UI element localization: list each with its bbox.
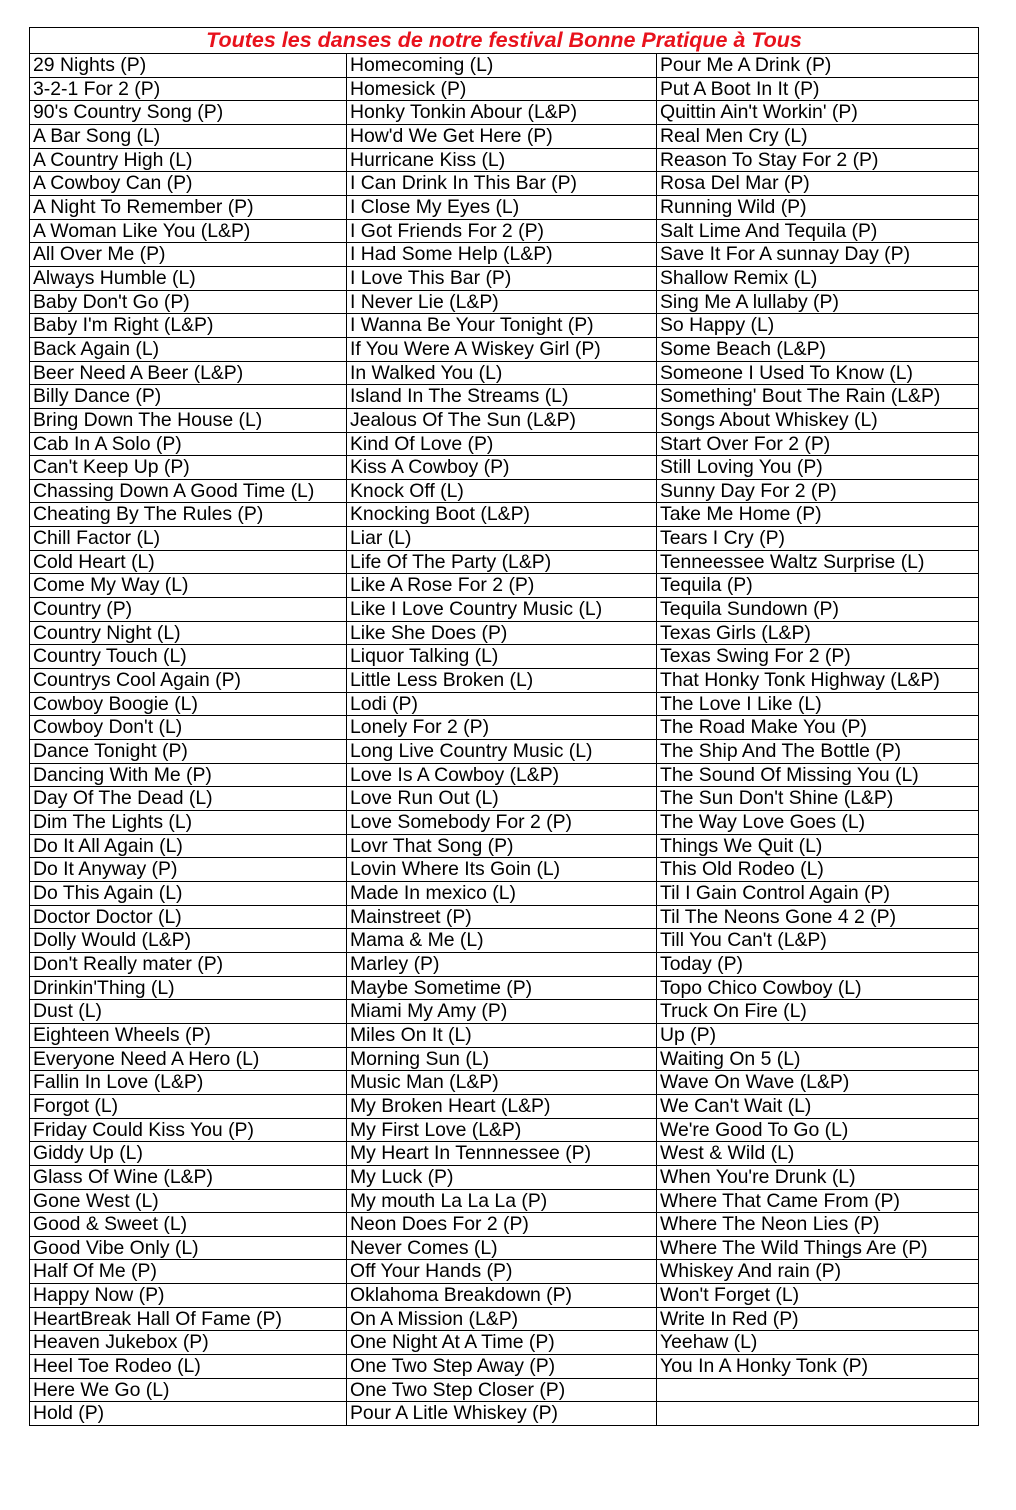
table-row	[30, 408, 979, 432]
dance-cell: Won't Forget (L)	[657, 1284, 979, 1308]
dance-cell: Do This Again (L)	[30, 881, 347, 905]
dance-cell: Where The Neon Lies (P)	[657, 1213, 979, 1237]
dance-cell: Dim The Lights (L)	[30, 811, 347, 835]
table-row	[30, 952, 979, 976]
dance-cell: Never Comes (L)	[347, 1236, 657, 1260]
dance-cell: Sing Me A lullaby (P)	[657, 290, 979, 314]
dance-cell: Can't Keep Up (P)	[30, 456, 347, 480]
table-row	[30, 692, 979, 716]
dance-cell: Neon Does For 2 (P)	[347, 1213, 657, 1237]
dance-cell: A Bar Song (L)	[30, 124, 347, 148]
dance-cell: Little Less Broken (L)	[347, 669, 657, 693]
dance-cell: Baby I'm Right (L&P)	[30, 314, 347, 338]
dance-cell: Someone I Used To Know (L)	[657, 361, 979, 385]
dance-cell: 3-2-1 For 2 (P)	[30, 77, 347, 101]
dance-cell: All Over Me (P)	[30, 243, 347, 267]
dance-cell: Lovr That Song (P)	[347, 834, 657, 858]
table-row	[30, 1094, 979, 1118]
dance-cell: Baby Don't Go (P)	[30, 290, 347, 314]
dance-cell: Chill Factor (L)	[30, 527, 347, 551]
dance-cell: Bring Down The House (L)	[30, 408, 347, 432]
dance-cell: One Two Step Closer (P)	[347, 1378, 657, 1402]
dance-cell: Heaven Jukebox (P)	[30, 1331, 347, 1355]
dance-cell: Love Is A Cowboy (L&P)	[347, 763, 657, 787]
dance-cell: Put A Boot In It (P)	[657, 77, 979, 101]
table-row	[30, 1142, 979, 1166]
dance-cell: My Luck (P)	[347, 1165, 657, 1189]
dance-cell: Whiskey And rain (P)	[657, 1260, 979, 1284]
dance-cell: Rosa Del Mar (P)	[657, 172, 979, 196]
dance-cell: A Country High (L)	[30, 148, 347, 172]
dance-cell: The Sound Of Missing You (L)	[657, 763, 979, 787]
table-row	[30, 243, 979, 267]
dance-cell: You In A Honky Tonk (P)	[657, 1355, 979, 1379]
dance-cell: Miami My Amy (P)	[347, 1000, 657, 1024]
dance-cell: Half Of Me (P)	[30, 1260, 347, 1284]
dance-cell: Here We Go (L)	[30, 1378, 347, 1402]
dance-cell: When You're Drunk (L)	[657, 1165, 979, 1189]
dance-cell: Wave On Wave (L&P)	[657, 1071, 979, 1095]
dance-cell: Lovin Where Its Goin (L)	[347, 858, 657, 882]
dance-cell: Day Of The Dead (L)	[30, 787, 347, 811]
dance-cell: Dust (L)	[30, 1000, 347, 1024]
dance-cell: Doctor Doctor (L)	[30, 905, 347, 929]
dance-cell: HeartBreak Hall Of Fame (P)	[30, 1307, 347, 1331]
dance-cell: Heel Toe Rodeo (L)	[30, 1355, 347, 1379]
dance-cell: Glass Of Wine (L&P)	[30, 1165, 347, 1189]
table-row	[30, 550, 979, 574]
dance-cell: Gone West (L)	[30, 1189, 347, 1213]
dance-cell: I Had Some Help (L&P)	[347, 243, 657, 267]
dance-cell: Morning Sun (L)	[347, 1047, 657, 1071]
dance-cell: Country Touch (L)	[30, 645, 347, 669]
dance-cell: Country (P)	[30, 598, 347, 622]
dance-cell: Eighteen Wheels (P)	[30, 1023, 347, 1047]
dance-cell: Shallow Remix (L)	[657, 266, 979, 290]
dance-cell: Write In Red (P)	[657, 1307, 979, 1331]
table-row	[30, 1189, 979, 1213]
dance-cell: Still Loving You (P)	[657, 456, 979, 480]
table-row	[30, 763, 979, 787]
table-row	[30, 1236, 979, 1260]
dance-cell: Waiting On 5 (L)	[657, 1047, 979, 1071]
dance-cell: Fallin In Love (L&P)	[30, 1071, 347, 1095]
table-row	[30, 314, 979, 338]
dance-cell: Songs About Whiskey (L)	[657, 408, 979, 432]
dance-cell: Tenneessee Waltz Surprise (L)	[657, 550, 979, 574]
table-row	[30, 740, 979, 764]
dance-cell	[657, 1402, 979, 1426]
dance-cell: Country Night (L)	[30, 621, 347, 645]
table-row	[30, 1355, 979, 1379]
dance-cell: Running Wild (P)	[657, 195, 979, 219]
table-row	[30, 456, 979, 480]
dance-cell: Pour A Litle Whiskey (P)	[347, 1402, 657, 1426]
dance-cell: Lodi (P)	[347, 692, 657, 716]
dance-cell: Liar (L)	[347, 527, 657, 551]
table-row	[30, 881, 979, 905]
table-row	[30, 479, 979, 503]
dance-cell: Kind Of Love (P)	[347, 432, 657, 456]
dance-cell: I Never Lie (L&P)	[347, 290, 657, 314]
dance-cell: Love Somebody For 2 (P)	[347, 811, 657, 835]
dance-cell: Till You Can't (L&P)	[657, 929, 979, 953]
dance-cell: Don't Really mater (P)	[30, 952, 347, 976]
table-row	[30, 598, 979, 622]
dance-cell: Mainstreet (P)	[347, 905, 657, 929]
dance-cell: Giddy Up (L)	[30, 1142, 347, 1166]
table-row	[30, 1331, 979, 1355]
dance-cell: Cheating By The Rules (P)	[30, 503, 347, 527]
dance-cell: Countrys Cool Again (P)	[30, 669, 347, 693]
table-row	[30, 1023, 979, 1047]
table-row	[30, 1165, 979, 1189]
dance-cell: Long Live Country Music (L)	[347, 740, 657, 764]
dance-cell: The Road Make You (P)	[657, 716, 979, 740]
dance-cell: Truck On Fire (L)	[657, 1000, 979, 1024]
dance-cell: One Night At A Time (P)	[347, 1331, 657, 1355]
dance-cell: Where The Wild Things Are (P)	[657, 1236, 979, 1260]
dance-cell: Do It All Again (L)	[30, 834, 347, 858]
dance-cell: Tequila Sundown (P)	[657, 598, 979, 622]
dance-cell: Back Again (L)	[30, 337, 347, 361]
table-row	[30, 195, 979, 219]
table-row	[30, 54, 979, 78]
dance-cell: Like A Rose For 2 (P)	[347, 574, 657, 598]
table-row	[30, 669, 979, 693]
dance-cell: I Close My Eyes (L)	[347, 195, 657, 219]
dance-cell: I Wanna Be Your Tonight (P)	[347, 314, 657, 338]
table-row	[30, 124, 979, 148]
dance-cell: I Got Friends For 2 (P)	[347, 219, 657, 243]
dance-cell: Like She Does (P)	[347, 621, 657, 645]
dance-list-table	[29, 27, 979, 1426]
dance-cell: We're Good To Go (L)	[657, 1118, 979, 1142]
dance-cell: Something' Bout The Rain (L&P)	[657, 385, 979, 409]
dance-cell: Sunny Day For 2 (P)	[657, 479, 979, 503]
table-row	[30, 574, 979, 598]
dance-cell: Drinkin'Thing (L)	[30, 976, 347, 1000]
dance-cell: Everyone Need A Hero (L)	[30, 1047, 347, 1071]
table-row	[30, 1378, 979, 1402]
dance-cell: Things We Quit (L)	[657, 834, 979, 858]
table-row	[30, 219, 979, 243]
dance-rows	[30, 54, 979, 1426]
dance-cell: Chassing Down A Good Time (L)	[30, 479, 347, 503]
dance-cell: Kiss A Cowboy (P)	[347, 456, 657, 480]
dance-cell: That Honky Tonk Highway (L&P)	[657, 669, 979, 693]
dance-cell: A Woman Like You (L&P)	[30, 219, 347, 243]
dance-cell: West & Wild (L)	[657, 1142, 979, 1166]
dance-cell: Forgot (L)	[30, 1094, 347, 1118]
dance-cell: Topo Chico Cowboy (L)	[657, 976, 979, 1000]
dance-cell: Dancing With Me (P)	[30, 763, 347, 787]
dance-cell: Love Run Out (L)	[347, 787, 657, 811]
dance-cell: Always Humble (L)	[30, 266, 347, 290]
dance-cell: The Love I Like (L)	[657, 692, 979, 716]
dance-cell: Some Beach (L&P)	[657, 337, 979, 361]
dance-cell: Texas Girls (L&P)	[657, 621, 979, 645]
dance-cell: Where That Came From (P)	[657, 1189, 979, 1213]
sheet-title: Toutes les danses de notre festival Bonne Pratique à Tous	[30, 28, 979, 54]
table-row	[30, 905, 979, 929]
table-row	[30, 834, 979, 858]
table-row	[30, 1284, 979, 1308]
title-row	[30, 28, 979, 54]
dance-cell: Happy Now (P)	[30, 1284, 347, 1308]
dance-cell: Honky Tonkin Abour (L&P)	[347, 101, 657, 125]
dance-cell: Homesick (P)	[347, 77, 657, 101]
dance-cell: Cab In A Solo (P)	[30, 432, 347, 456]
dance-cell: Off Your Hands (P)	[347, 1260, 657, 1284]
table-row	[30, 929, 979, 953]
table-row	[30, 645, 979, 669]
table-row	[30, 1260, 979, 1284]
dance-cell: Oklahoma Breakdown (P)	[347, 1284, 657, 1308]
table-row	[30, 1307, 979, 1331]
dance-cell: The Way Love Goes (L)	[657, 811, 979, 835]
dance-cell: Island In The Streams (L)	[347, 385, 657, 409]
dance-cell: I Can Drink In This Bar (P)	[347, 172, 657, 196]
dance-cell: Today (P)	[657, 952, 979, 976]
table-row	[30, 77, 979, 101]
dance-cell: We Can't Wait (L)	[657, 1094, 979, 1118]
table-row	[30, 1118, 979, 1142]
dance-cell: Cowboy Boogie (L)	[30, 692, 347, 716]
table-row	[30, 787, 979, 811]
dance-cell: Jealous Of The Sun (L&P)	[347, 408, 657, 432]
dance-cell: Dolly Would (L&P)	[30, 929, 347, 953]
dance-cell: Good & Sweet (L)	[30, 1213, 347, 1237]
dance-cell: Homecoming (L)	[347, 54, 657, 78]
dance-cell: 90's Country Song (P)	[30, 101, 347, 125]
dance-cell: My mouth La La La (P)	[347, 1189, 657, 1213]
dance-cell: A Night To Remember (P)	[30, 195, 347, 219]
dance-cell: Pour Me A Drink (P)	[657, 54, 979, 78]
dance-cell: Save It For A sunnay Day (P)	[657, 243, 979, 267]
dance-cell: 29 Nights (P)	[30, 54, 347, 78]
dance-cell: Tequila (P)	[657, 574, 979, 598]
dance-cell: How'd We Get Here (P)	[347, 124, 657, 148]
dance-cell: I Love This Bar (P)	[347, 266, 657, 290]
table-row	[30, 811, 979, 835]
dance-cell: So Happy (L)	[657, 314, 979, 338]
dance-cell: If You Were A Wiskey Girl (P)	[347, 337, 657, 361]
table-row	[30, 266, 979, 290]
table-row	[30, 290, 979, 314]
table-row	[30, 1402, 979, 1426]
table-row	[30, 148, 979, 172]
dance-cell: Made In mexico (L)	[347, 881, 657, 905]
dance-cell: Come My Way (L)	[30, 574, 347, 598]
dance-cell: Like I Love Country Music (L)	[347, 598, 657, 622]
dance-cell: Music Man (L&P)	[347, 1071, 657, 1095]
dance-cell: Salt Lime And Tequila (P)	[657, 219, 979, 243]
dance-cell: One Two Step Away (P)	[347, 1355, 657, 1379]
dance-cell: Mama & Me (L)	[347, 929, 657, 953]
dance-cell: Cold Heart (L)	[30, 550, 347, 574]
dance-cell: My Heart In Tennnessee (P)	[347, 1142, 657, 1166]
table-row	[30, 432, 979, 456]
dance-cell: Real Men Cry (L)	[657, 124, 979, 148]
table-row	[30, 1047, 979, 1071]
dance-cell: My Broken Heart (L&P)	[347, 1094, 657, 1118]
dance-cell: This Old Rodeo (L)	[657, 858, 979, 882]
table-row	[30, 527, 979, 551]
table-row	[30, 621, 979, 645]
dance-cell: Beer Need A Beer (L&P)	[30, 361, 347, 385]
dance-cell: Do It Anyway (P)	[30, 858, 347, 882]
dance-cell: Hurricane Kiss (L)	[347, 148, 657, 172]
dance-cell: My First Love (L&P)	[347, 1118, 657, 1142]
dance-cell: Lonely For 2 (P)	[347, 716, 657, 740]
table-row	[30, 1071, 979, 1095]
dance-cell: Start Over For 2 (P)	[657, 432, 979, 456]
dance-cell: Hold (P)	[30, 1402, 347, 1426]
dance-cell: Take Me Home (P)	[657, 503, 979, 527]
dance-cell: Quittin Ain't Workin' (P)	[657, 101, 979, 125]
dance-cell: Maybe Sometime (P)	[347, 976, 657, 1000]
dance-cell: Texas Swing For 2 (P)	[657, 645, 979, 669]
dance-cell: Til The Neons Gone 4 2 (P)	[657, 905, 979, 929]
dance-cell: On A Mission (L&P)	[347, 1307, 657, 1331]
dance-cell: Cowboy Don't (L)	[30, 716, 347, 740]
table-row	[30, 385, 979, 409]
dance-cell: Miles On It (L)	[347, 1023, 657, 1047]
table-row	[30, 172, 979, 196]
dance-cell: Reason To Stay For 2 (P)	[657, 148, 979, 172]
dance-cell	[657, 1378, 979, 1402]
table-row	[30, 858, 979, 882]
table-row	[30, 503, 979, 527]
dance-cell: Friday Could Kiss You (P)	[30, 1118, 347, 1142]
dance-cell: Up (P)	[657, 1023, 979, 1047]
table-row	[30, 337, 979, 361]
dance-cell: Liquor Talking (L)	[347, 645, 657, 669]
dance-cell: Dance Tonight (P)	[30, 740, 347, 764]
dance-cell: Til I Gain Control Again (P)	[657, 881, 979, 905]
table-row	[30, 361, 979, 385]
dance-cell: Knock Off (L)	[347, 479, 657, 503]
dance-cell: The Sun Don't Shine (L&P)	[657, 787, 979, 811]
dance-cell: The Ship And The Bottle (P)	[657, 740, 979, 764]
dance-cell: A Cowboy Can (P)	[30, 172, 347, 196]
table-row	[30, 1000, 979, 1024]
dance-cell: Marley (P)	[347, 952, 657, 976]
dance-cell: Billy Dance (P)	[30, 385, 347, 409]
table-row	[30, 976, 979, 1000]
dance-cell: Tears I Cry (P)	[657, 527, 979, 551]
dance-cell: Life Of The Party (L&P)	[347, 550, 657, 574]
table-row	[30, 101, 979, 125]
table-row	[30, 1213, 979, 1237]
dance-cell: In Walked You (L)	[347, 361, 657, 385]
dance-cell: Good Vibe Only (L)	[30, 1236, 347, 1260]
table-row	[30, 716, 979, 740]
dance-cell: Yeehaw (L)	[657, 1331, 979, 1355]
dance-cell: Knocking Boot (L&P)	[347, 503, 657, 527]
